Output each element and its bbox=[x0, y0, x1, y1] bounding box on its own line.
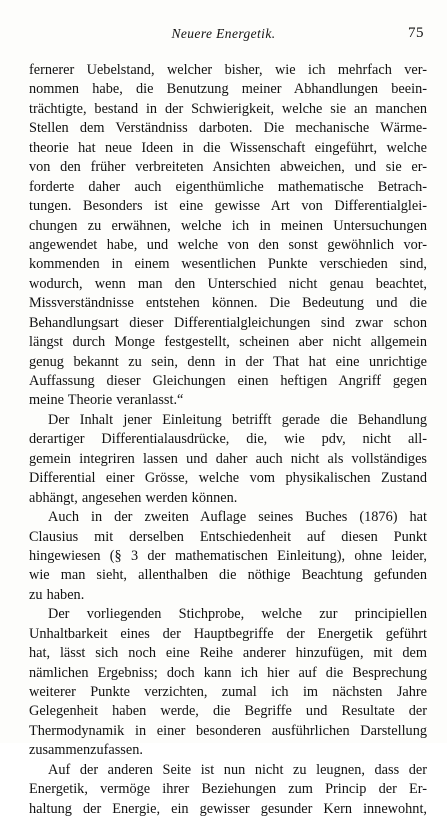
text-line: Auch in der zweiten Auflage seines Buches (1876) hat bbox=[48, 509, 427, 526]
text-line: von den früher verbreiteten Ansichten abweichen, und sie er- bbox=[29, 159, 427, 176]
text-line: hat, lässt sich noch eine Reihe anderer hinzufügen, mit dem bbox=[29, 645, 427, 662]
text-line: forderte daher auch eigenthümliche mathematische Betrach- bbox=[29, 178, 427, 195]
text-line: Stellen dem Verständniss darboten. Die mechanische Wärme- bbox=[29, 120, 427, 137]
text-line: chungen zu erwähnen, welche ich in meinen Untersuchungen bbox=[29, 217, 427, 234]
running-title: Neuere Energetik. bbox=[171, 26, 276, 41]
text-line: derartiger Differentialausdrücke, die, wie pdv, nicht all- bbox=[29, 431, 427, 448]
text-line: Energetik, vermöge ihrer Beziehungen zum Princip der Er- bbox=[29, 781, 427, 798]
text-line: Gelegenheit haben werde, die Begriffe und Resultate der bbox=[29, 703, 427, 720]
text-line: Der vorliegenden Stichprobe, welche zur principiellen bbox=[48, 606, 427, 623]
text-line: Auffassung dieser Gleichungen einen heftigen Angriff gegen bbox=[29, 373, 427, 389]
text-line: genug bekannt zu sein, denn in der That hat eine unrichtige bbox=[29, 353, 427, 370]
text-line: trächtigte, bestand in der Schwierigkeit, welche sie an manchen bbox=[29, 100, 427, 117]
page-number: 75 bbox=[408, 25, 424, 41]
text-line: Clausius mit derselben Entschiedenheit auf diesen Punkt bbox=[29, 528, 427, 545]
text-line: Behandlungsart dieser Differentialgleichungen sind zwar schon bbox=[29, 314, 427, 331]
text-line: hingewiesen (§ 3 der mathematischen Einleitung), ohne leider, bbox=[29, 547, 427, 564]
text-line: fernerer Uebelstand, welcher bisher, wie ich mehrfach ver- bbox=[29, 62, 427, 78]
text-line: haltung der Energie, ein gewisser gesunder Kern innewohnt, bbox=[29, 800, 427, 817]
text-line: Der Inhalt jener Einleitung betrifft gerade die Behandlung bbox=[48, 411, 427, 428]
text-line: längst durch Monge festgestellt, scheinen aber nicht allgemein bbox=[29, 334, 427, 351]
text-line: nämlichen Ergebniss; doch kann ich hier auf die Besprechung bbox=[29, 664, 427, 681]
text-line: Auf der anderen Seite ist nun nicht zu leugnen, dass der bbox=[48, 761, 427, 778]
text-line: angewendet habe, und welche von den sonst gewöhnlich vor- bbox=[29, 236, 427, 253]
text-line: abhängt, angesehen werden können. bbox=[29, 489, 238, 506]
text-line: zusammenzufassen. bbox=[29, 742, 143, 759]
text-line: Thermodynamik in einer besonderen ausführlichen Darstellung bbox=[29, 722, 427, 739]
text-line: gemein integriren lassen und daher auch nicht als vollständiges bbox=[29, 450, 427, 467]
text-line: Unhaltbarkeit eines der Hauptbegriffe der Energetik geführt bbox=[29, 625, 427, 642]
text-line: kommenden in einem wesentlichen Punkte verschieden sind, bbox=[29, 256, 427, 273]
text-line: zu haben. bbox=[29, 586, 85, 603]
text-line: theorie hat neue Ideen in die Wissenschaft eingeführt, welche bbox=[29, 139, 427, 156]
text-line: wie man sieht, allenthalben die nöthige Beachtung gefunden bbox=[29, 567, 427, 584]
text-line: weiterer Punkte verzichten, zumal ich im nächsten Jahre bbox=[29, 684, 427, 700]
text-line: Differential einer Grösse, welche vom physikalischen Zustand bbox=[29, 470, 427, 487]
text-line: nommen habe, die Benutzung meiner Abhandlungen beein- bbox=[29, 81, 427, 98]
running-head bbox=[0, 26, 447, 46]
text-line: tungen. Besonders ist eine gewisse Art von Differentialglei- bbox=[29, 198, 427, 215]
text-line: Missverständnisse entstehen können. Die Bedeutung und die bbox=[29, 295, 427, 312]
text-line: meine Theorie veranlasst.“ bbox=[29, 392, 184, 409]
body-text bbox=[29, 61, 427, 819]
text-line: wodurch, wenn man den Unterschied nicht genau beachtet, bbox=[29, 275, 427, 292]
